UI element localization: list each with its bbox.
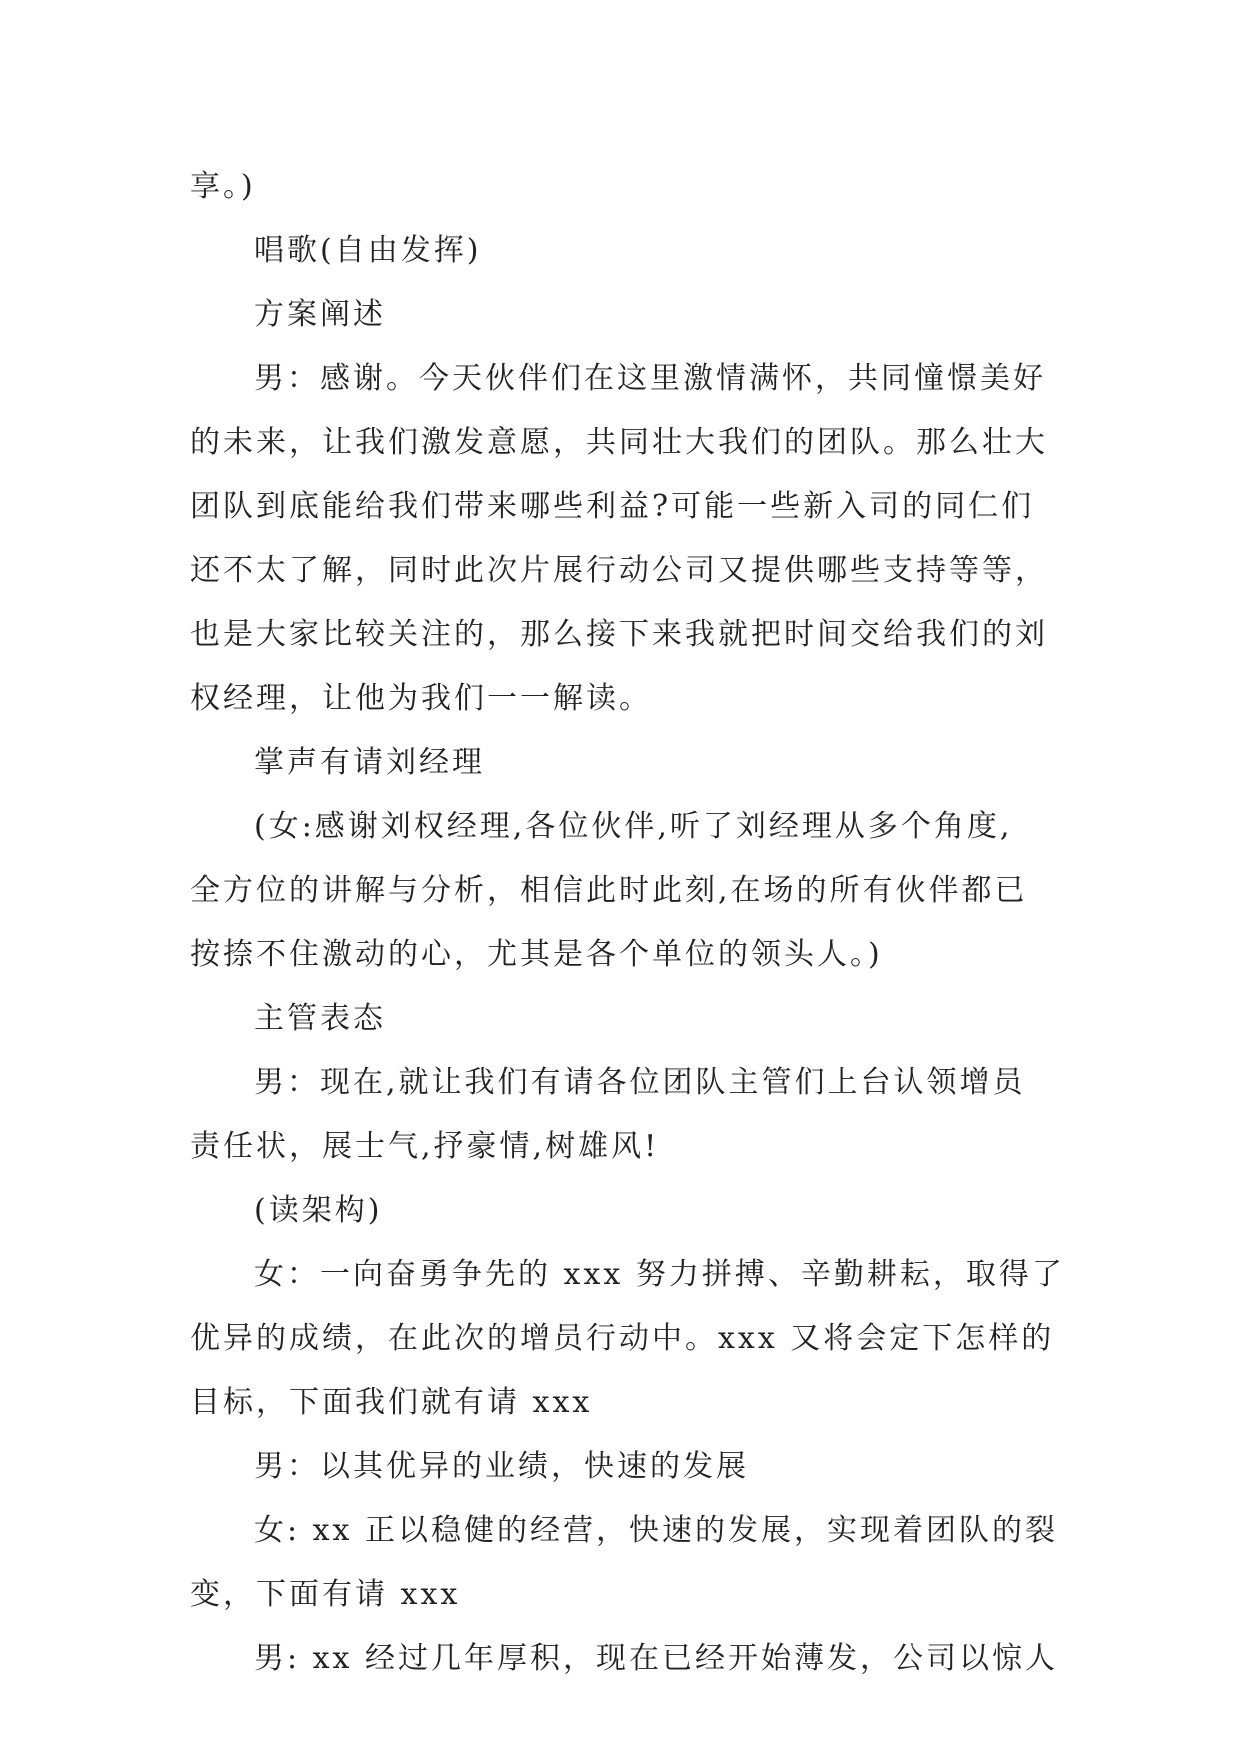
text-line: 男：感谢。今天伙伴们在这里激情满怀，共同憧憬美好 [254,361,1046,396]
text-line: 按捺不住激动的心，尤其是各个单位的领头人。) [190,937,883,972]
text-line: 优异的成绩，在此次的增员行动中。xxx 又将会定下怎样的 [190,1321,1055,1356]
text-line: 享。) [190,169,256,204]
text-line: 女：一向奋勇争先的 xxx 努力拼搏、辛勤耕耘，取得了 [254,1257,1065,1292]
text-line: 主管表态 [254,1001,386,1036]
text-line: (读架构) [254,1193,383,1228]
text-line: (女:感谢刘权经理,各位伙伴,听了刘经理从多个角度, [254,809,1013,844]
text-line: 的未来，让我们激发意愿，共同壮大我们的团队。那么壮大 [190,425,1048,460]
text-line: 男：以其优异的业绩，快速的发展 [254,1449,749,1484]
text-line: 男: xx 经过几年厚积，现在已经开始薄发，公司以惊人 [254,1641,1059,1676]
text-line: 权经理，让他为我们一一解读。 [190,681,652,716]
text-line: 全方位的讲解与分析，相信此时此刻,在场的所有伙伴都已 [190,873,1028,908]
text-line: 男：现在,就让我们有请各位团队主管们上台认领增员 [254,1065,1026,1100]
text-line: 方案阐述 [254,297,386,332]
text-line: 也是大家比较关注的，那么接下来我就把时间交给我们的刘 [190,617,1048,652]
text-line: 团队到底能给我们带来哪些利益?可能一些新入司的同仁们 [190,489,1035,524]
text-line: 目标，下面我们就有请 xxx [190,1385,593,1420]
text-line: 还不太了解，同时此次片展行动公司又提供哪些支持等等， [190,553,1048,588]
text-line: 掌声有请刘经理 [254,745,485,780]
document-page [190,155,1070,1691]
text-line: 责任状，展士气,抒豪情,树雄风! [190,1129,660,1164]
text-line: 女: xx 正以稳健的经营，快速的发展，实现着团队的裂 [254,1513,1059,1548]
text-line: 唱歌(自由发挥) [254,233,482,268]
text-line: 变，下面有请 xxx [190,1577,461,1612]
